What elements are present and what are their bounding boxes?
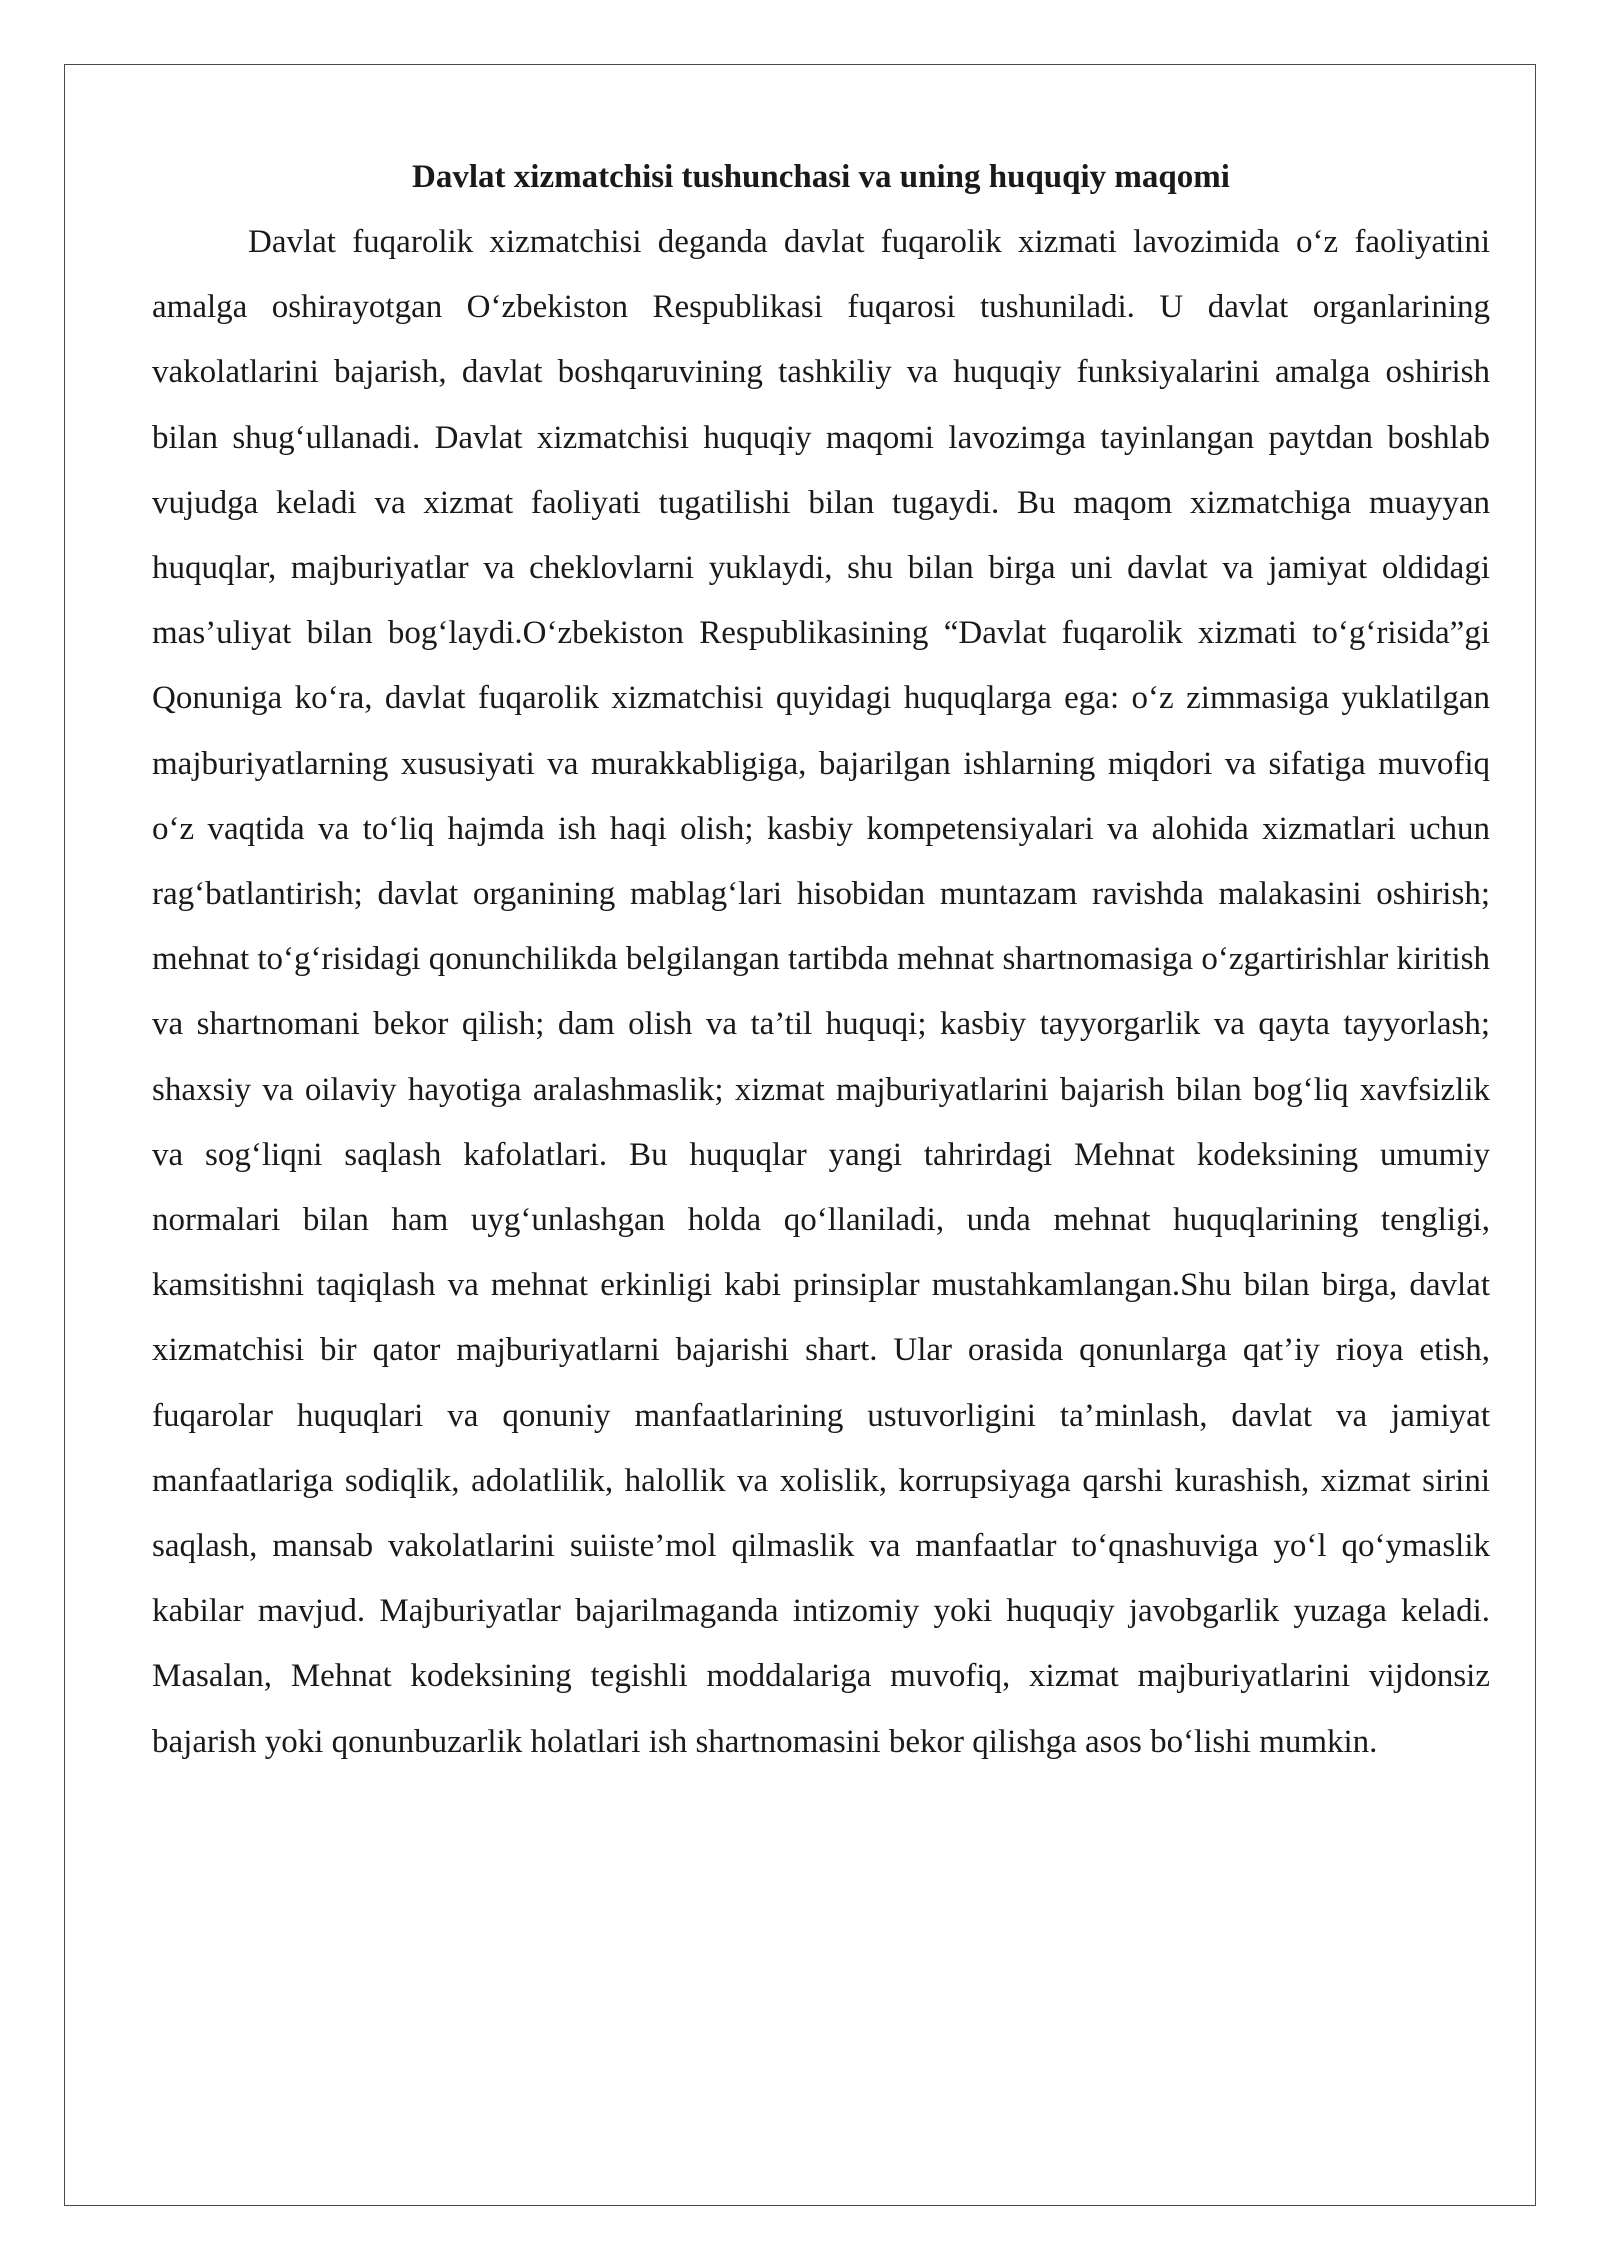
document-content [152, 145, 1490, 1775]
document-body-paragraph: Davlat fuqarolik xizmatchisi deganda davlat fuqarolik xizmati lavozimida o‘z faoliyatini amalga oshirayotgan O‘zbekiston Respublikasi fuqarosi tushuniladi. U davlat organlarining vakolatlarini bajarish, davlat boshqaruvining tashkiliy va huquqiy funksiyalarini amalga oshirish bilan shug‘ullanadi. Davlat xizmatchisi huquqiy maqomi lavozimga tayinlangan paytdan boshlab vujudga keladi va xizmat faoliyati tugatilishi bilan tugaydi. Bu maqom xizmatchiga muayyan huquqlar, majburiyatlar va cheklovlarni yuklaydi, shu bilan birga uni davlat va jamiyat oldidagi mas’uliyat bilan bog‘laydi.O‘zbekiston Respublikasining “Davlat fuqarolik xizmati to‘g‘risida”gi Qonuniga ko‘ra, davlat fuqarolik xizmatchisi quyidagi huquqlarga ega: o‘z zimmasiga yuklatilgan majburiyatlarning xususiyati va murakkabligiga, bajarilgan ishlarning miqdori va sifatiga muvofiq o‘z vaqtida va to‘liq hajmda ish haqi olish; kasbiy kompetensiyalari va alohida xizmatlari uchun rag‘batlantirish; davlat organining mablag‘lari hisobidan muntazam ravishda malakasini oshirish; mehnat to‘g‘risidagi qonunchilikda belgilangan tartibda mehnat shartnomasiga o‘zgartirishlar kiritish va shartnomani bekor qilish; dam olish va ta’til huquqi; kasbiy tayyorgarlik va qayta tayyorlash; shaxsiy va oilaviy hayotiga aralashmaslik; xizmat majburiyatlarini bajarish bilan bog‘liq xavfsizlik va sog‘liqni saqlash kafolatlari. Bu huquqlar yangi tahrirdagi Mehnat kodeksining umumiy normalari bilan ham uyg‘unlashgan holda qo‘llaniladi, unda mehnat huquqlarining tengligi, kamsitishni taqiqlash va mehnat erkinligi kabi prinsiplar mustahkamlangan.Shu bilan birga, davlat xizmatchisi bir qator majburiyatlarni bajarishi shart. Ular orasida qonunlarga qat’iy rioya etish, fuqarolar huquqlari va qonuniy manfaatlarining ustuvorligini ta’minlash, davlat va jamiyat manfaatlariga sodiqlik, adolatlilik, halollik va xolislik, korrupsiyaga qarshi kurashish, xizmat sirini saqlash, mansab vakolatlarini suiiste’mol qilmaslik va manfaatlar to‘qnashuviga yo‘l qo‘ymaslik kabilar mavjud. Majburiyatlar bajarilmaganda intizomiy yoki huquqiy javobgarlik yuzaga keladi. Masalan, Mehnat kodeksining tegishli moddalariga muvofiq, xizmat majburiyatlarini vijdonsiz bajarish yoki qonunbuzarlik holatlari ish shartnomasini bekor qilishga asos bo‘lishi mumkin. [152, 224, 1490, 1760]
document-title: Davlat xizmatchisi tushunchasi va uning huquqiy maqomi [412, 159, 1230, 195]
